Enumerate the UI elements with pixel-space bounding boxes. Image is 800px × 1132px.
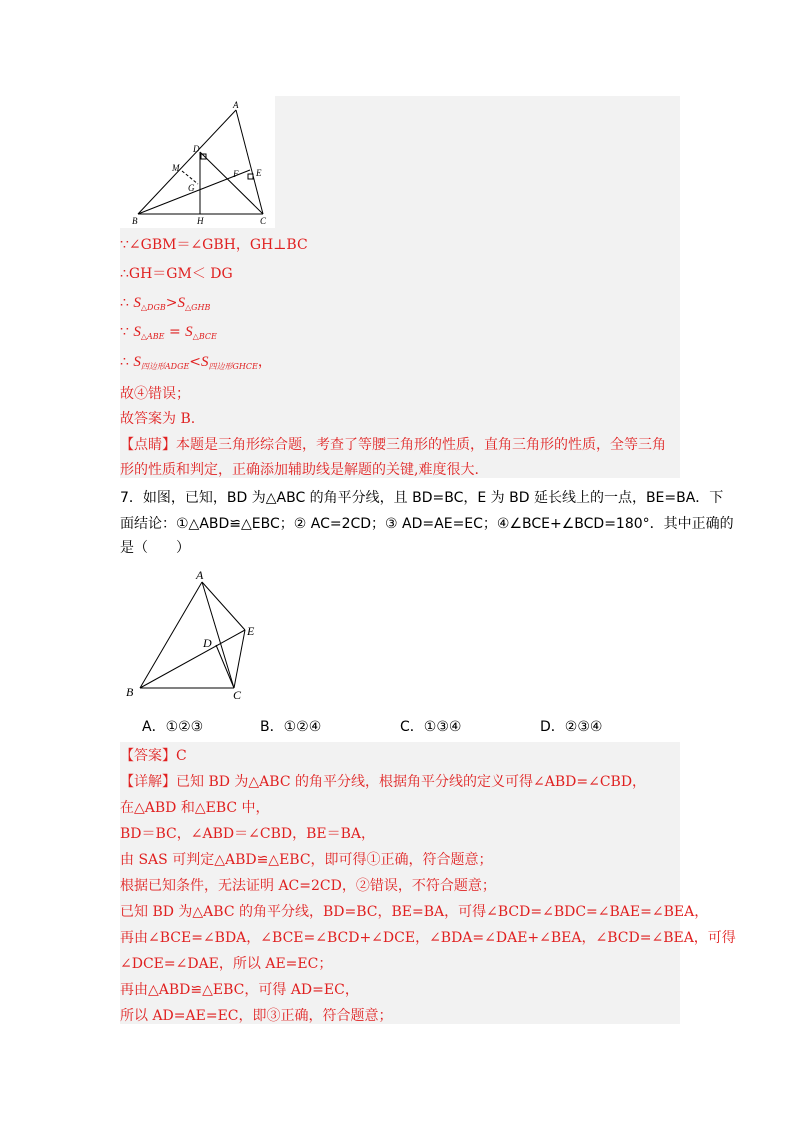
comment-line-1: 【点睛】本题是三角形综合题，考查了等腰三角形的性质，直角三角形的性质，全等三角 — [120, 437, 666, 453]
option-a[interactable]: A．①②③ — [142, 719, 204, 735]
solution-line-6: 故④错误； — [120, 386, 190, 402]
explanation-line-8: ∠DCE=∠DAE，所以 AE=EC； — [120, 956, 333, 972]
area-comparison-1: ∴ $S_{\triangle DGB}>S_{\triangle GHB}$ — [120, 295, 211, 312]
solution-line-1: ∵∠GBM＝∠GBH，GH⊥BC — [120, 237, 308, 253]
fig2-label-e: E — [247, 624, 255, 638]
explanation-line-5: 根据已知条件，无法证明 AC=2CD，②错误，不符合题意； — [120, 878, 496, 894]
fig1-label-d: D — [193, 144, 200, 154]
fig1-label-a: A — [233, 100, 239, 110]
explanation-line-7: 再由∠BCE=∠BDA，∠BCE=∠BCD+∠DCE，∠BDA=∠DAE+∠BEA，∠BCD=∠BEA，可得 — [120, 930, 736, 946]
explanation-line-1: 【详解】已知 BD 为△ABC 的角平分线，根据角平分线的定义可得∠ABD=∠CBD， — [120, 774, 647, 790]
fig1-label-e: E — [256, 168, 262, 178]
fig1-label-c: C — [260, 216, 267, 226]
fig1-label-f: F — [233, 169, 239, 179]
area-comparison-2: ∴ $S_{四边形ADGE}<S_{四边形GHCE}$， — [120, 354, 272, 371]
figure-triangle-abc-2 — [120, 565, 270, 705]
fig1-label-b: B — [132, 216, 138, 226]
explanation-line-4: 由 SAS 可判定△ABD≌△EBC，即可得①正确，符合题意； — [120, 852, 493, 868]
fig2-label-d: D — [203, 636, 212, 650]
fig1-label-m: M — [172, 163, 180, 173]
option-b[interactable]: B．①②④ — [260, 719, 322, 735]
solution-line-7: 故答案为 B. — [120, 411, 196, 427]
explanation-line-3: BD＝BC，∠ABD＝∠CBD，BE＝BA， — [120, 826, 375, 842]
question-line-3: 是（ ） — [120, 540, 190, 556]
figure-triangle-abc-1 — [120, 96, 275, 228]
solution-line-2: ∴GH＝GM＜ DG — [120, 266, 233, 282]
comment-line-2: 形的性质和判定，正确添加辅助线是解题的关键,难度很大. — [120, 462, 479, 478]
explanation-line-9: 再由△ABD≌△EBC，可得 AD=EC， — [120, 982, 359, 998]
answer-line: 【答案】C — [120, 748, 187, 764]
explanation-line-2: 在△ABD 和△EBC 中， — [120, 800, 270, 816]
option-c[interactable]: C．①③④ — [400, 719, 462, 735]
option-d[interactable]: D．②③④ — [540, 719, 603, 735]
question-line-2: 面结论：①△ABD≌△EBC；② AC=2CD；③ AD=AE=EC；④∠BCE+∠BCD=180°．其中正确的 — [120, 516, 734, 532]
fig2-label-b: B — [126, 685, 134, 699]
fig2-label-c: C — [233, 688, 242, 702]
question-line-1: 7．如图，已知，BD 为△ABC 的角平分线，且 BD=BC，E 为 BD 延长线上的一点，BE=BA．下 — [120, 490, 724, 506]
fig1-label-h: H — [197, 216, 204, 226]
area-equality: ∵ $S_{\triangle ABE} = S_{\triangle BCE}$ — [120, 324, 217, 341]
explanation-line-6: 已知 BD 为△ABC 的角平分线，BD=BC，BE=BA，可得∠BCD=∠BDC=∠BAE=∠BEA， — [120, 904, 709, 920]
fig1-label-g: G — [188, 183, 195, 193]
explanation-line-10: 所以 AD=AE=EC，即③正确，符合题意； — [120, 1008, 393, 1024]
fig2-label-a: A — [196, 568, 204, 582]
